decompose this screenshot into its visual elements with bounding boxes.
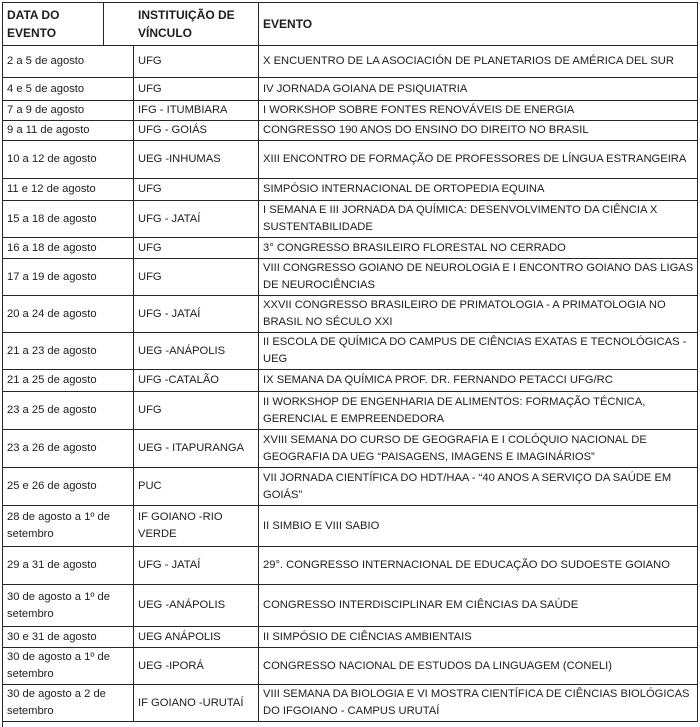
event-institution-cell: UFG - JATAÍ (134, 296, 259, 333)
event-name-cell: CONGRESSO 190 ANOS DO ENSINO DO DIREITO NO BRASIL (259, 121, 698, 141)
table-row (3, 121, 698, 141)
event-date-cell: 10 a 12 de agosto (3, 141, 134, 179)
table-row (3, 78, 698, 101)
table-row (3, 392, 698, 430)
event-date-cell: 29 a 31 de agosto (3, 547, 134, 585)
event-name-cell: II SIMBIO E VIII SABIO (259, 506, 698, 547)
event-name-cell: II WORKSHOP DE ENGENHARIA DE ALIMENTOS: FORMAÇÃO TÉCNICA, GERENCIAL E EMPREENDEDORA (259, 392, 698, 430)
table-row (3, 430, 698, 468)
table-row (3, 259, 698, 296)
event-institution-cell: UEG -ANÁPOLIS (134, 585, 259, 627)
event-date-cell: 20 a 24 de agosto (3, 296, 134, 333)
event-name-cell: I SEMANA E III JORNADA DA QUÍMICA: DESENVOLVIMENTO DA CIÊNCIA X SUSTENTABILIDADE (259, 201, 698, 238)
event-name-cell: XVIII SEMANA DO CURSO DE GEOGRAFIA E I COLÓQUIO NACIONAL DE GEOGRAFIA DA UEG “PAISAGENS, IMAGENS E IMAGINÁRIOS” (259, 430, 698, 468)
event-date-cell: 2 a 5 de agosto (3, 46, 134, 78)
event-date-cell: 21 a 25 de agosto (3, 370, 134, 392)
table-row (3, 627, 698, 648)
event-name-cell: IX SEMANA DA QUÍMICA PROF. DR. FERNANDO PETACCI UFG/RC (259, 370, 698, 392)
table-row (3, 648, 698, 685)
table-row (3, 201, 698, 238)
event-date-cell: 15 a 18 de agosto (3, 201, 134, 238)
event-date-cell: 30 de agosto a 1º de setembro (3, 648, 134, 685)
event-institution-cell: UFG (134, 179, 259, 201)
event-date-cell: 9 a 11 de agosto (3, 121, 134, 141)
event-date-cell: 28 de agosto a 1º de setembro (3, 506, 134, 547)
header-col-event: EVENTO (259, 3, 698, 46)
header-row (3, 3, 698, 46)
event-date-cell: 30 e 31 de agosto (3, 627, 134, 648)
event-name-cell: VIII SEMANA DA BIOLOGIA E VI MOSTRA CIENTÍFICA DE CIÊNCIAS BIOLÓGICAS DO IFGOIANO - CAMPUS URUTAÍ (259, 685, 698, 722)
table-row (3, 468, 698, 506)
event-institution-cell: UFG - GOIÁS (134, 121, 259, 141)
event-name-cell: CONGRESSO INTERDISCIPLINAR EM CIÊNCIAS DA SAÚDE (259, 585, 698, 627)
event-name-cell: CONGRESSO NACIONAL DE ESTUDOS DA LINGUAGEM (CONELI) (259, 648, 698, 685)
event-name-cell: II SIMPÓSIO DE CIÊNCIAS AMBIENTAIS (259, 627, 698, 648)
event-institution-cell: UFG (134, 392, 259, 430)
event-name-cell: XIII ENCONTRO DE FORMAÇÃO DE PROFESSORES DE LÍNGUA ESTRANGEIRA (259, 141, 698, 179)
event-name-cell: I WORKSHOP SOBRE FONTES RENOVÁVEIS DE ENERGIA (259, 101, 698, 121)
event-institution-cell: UEG -IPORÁ (134, 648, 259, 685)
event-institution-cell: UFG (134, 46, 259, 78)
table-row (3, 296, 698, 333)
header-col-date: DATA DO EVENTO (3, 3, 104, 46)
event-name-cell: SIMPÓSIO INTERNACIONAL DE ORTOPEDIA EQUINA (259, 179, 698, 201)
event-date-cell: 7 a 9 de agosto (3, 101, 134, 121)
table-row (3, 141, 698, 179)
event-date-cell: 16 a 18 de agosto (3, 238, 134, 259)
event-institution-cell: UFG - JATAÍ (134, 201, 259, 238)
event-name-cell: VII JORNADA CIENTÍFICA DO HDT/HAA - “40 ANOS A SERVIÇO DA SAÚDE EM GOIÁS” (259, 468, 698, 506)
header-col-institution: INSTITUIÇÃO DE VÍNCULO (104, 3, 259, 46)
event-name-cell: 3° CONGRESSO BRASILEIRO FLORESTAL NO CERRADO (259, 238, 698, 259)
event-institution-cell: UFG (134, 238, 259, 259)
event-date-cell: 11 e 12 de agosto (3, 179, 134, 201)
table-row (3, 370, 698, 392)
event-date-cell: 17 a 19 de agosto (3, 259, 134, 296)
table-row (3, 333, 698, 370)
event-institution-cell: UEG -ANÁPOLIS (134, 333, 259, 370)
table-row (3, 46, 698, 78)
table-row (3, 506, 698, 547)
table-row (3, 685, 698, 722)
table-row (3, 238, 698, 259)
event-institution-cell: UEG -INHUMAS (134, 141, 259, 179)
event-date-cell: 25 e 26 de agosto (3, 468, 134, 506)
event-name-cell: IV JORNADA GOIANA DE PSIQUIATRIA (259, 78, 698, 101)
events-table (2, 2, 698, 722)
event-date-cell: 23 a 25 de agosto (3, 392, 134, 430)
events-table-body (3, 46, 698, 722)
event-name-cell: VIII CONGRESSO GOIANO DE NEUROLOGIA E I ENCONTRO GOIANO DAS LIGAS DE NEUROCIÊNCIAS (259, 259, 698, 296)
event-institution-cell: IF GOIANO -RIO VERDE (134, 506, 259, 547)
event-institution-cell: IF GOIANO -URUTAÍ (134, 685, 259, 722)
event-institution-cell: IFG - ITUMBIARA (134, 101, 259, 121)
table-row (3, 547, 698, 585)
table-row (3, 101, 698, 121)
event-institution-cell: UFG (134, 78, 259, 101)
event-date-cell: 21 a 23 de agosto (3, 333, 134, 370)
table-row (3, 585, 698, 627)
event-name-cell: 29°. CONGRESSO INTERNACIONAL DE EDUCAÇÃO DO SUDOESTE GOIANO (259, 547, 698, 585)
event-date-cell: 30 de agosto a 1º de setembro (3, 585, 134, 627)
event-name-cell: II ESCOLA DE QUÍMICA DO CAMPUS DE CIÊNCIAS EXATAS E TECNOLÓGICAS - UEG (259, 333, 698, 370)
event-institution-cell: UFG -CATALÃO (134, 370, 259, 392)
event-institution-cell: UFG - JATAÍ (134, 547, 259, 585)
event-date-cell: 30 de agosto a 2 de setembro (3, 685, 134, 722)
event-name-cell: X ENCUENTRO DE LA ASOCIACIÓN DE PLANETARIOS DE AMÉRICA DEL SUR (259, 46, 698, 78)
event-date-cell: 23 a 26 de agosto (3, 430, 134, 468)
next-row-fragment (2, 722, 133, 727)
event-name-cell: XXVII CONGRESSO BRASILEIRO DE PRIMATOLOGIA - A PRIMATOLOGIA NO BRASIL NO SÉCULO XXI (259, 296, 698, 333)
event-date-cell: 4 e 5 de agosto (3, 78, 134, 101)
event-institution-cell: UEG ANÁPOLIS (134, 627, 259, 648)
event-institution-cell: UFG (134, 259, 259, 296)
table-row (3, 179, 698, 201)
event-institution-cell: PUC (134, 468, 259, 506)
event-institution-cell: UEG - ITAPURANGA (134, 430, 259, 468)
